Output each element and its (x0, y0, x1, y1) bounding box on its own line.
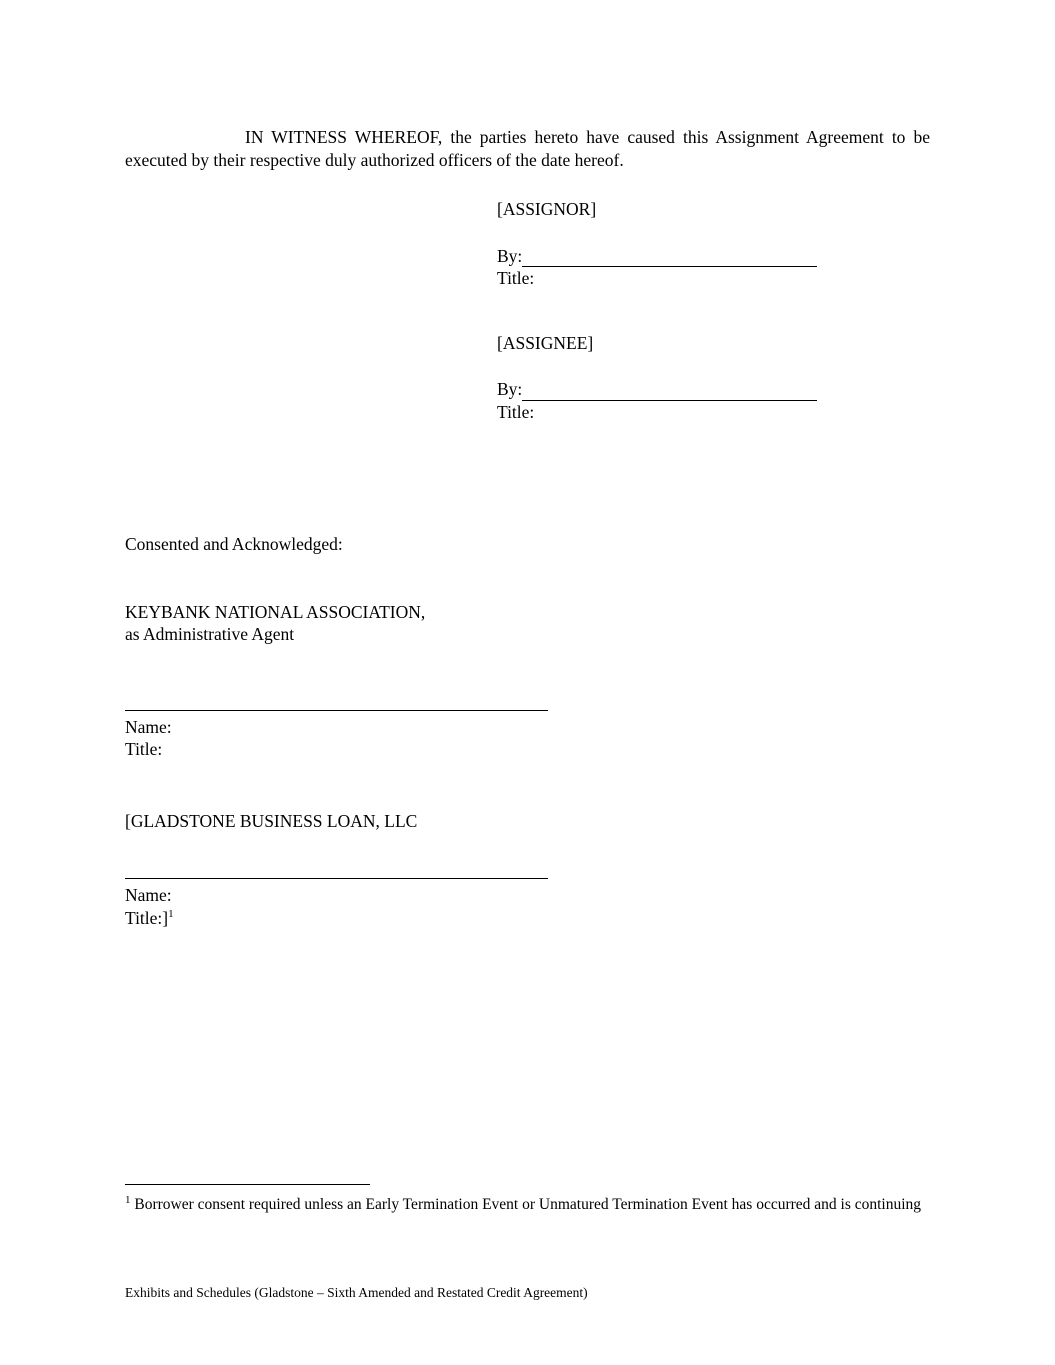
assignee-block (497, 332, 837, 424)
footnote-marker: 1 (125, 1193, 131, 1206)
consent-heading: Consented and Acknowledged: (125, 534, 343, 554)
assignor-by-label: By: (497, 245, 523, 266)
keybank-name: KEYBANK NATIONAL ASSOCIATION, (125, 601, 426, 622)
keybank-title-label: Title: (125, 739, 163, 759)
gladstone-footnote-ref: 1 (168, 907, 174, 920)
assignee-by-label: By: (497, 379, 523, 399)
footnote-text: Borrower consent required unless an Early Termination Event or Unmatured Termination Event has occurred and is continuing (130, 1196, 922, 1213)
gladstone-signature-line (125, 878, 548, 879)
witness-paragraph: IN WITNESS WHEREOF, the parties hereto have caused this Assignment Agreement to be executed by their respective duly authorized officers of the date hereof. (125, 127, 930, 170)
assignee-heading: [ASSIGNEE] (497, 332, 594, 353)
footnote-area (125, 1184, 930, 1216)
keybank-name-label: Name: (125, 716, 172, 737)
assignor-signature-line (522, 248, 817, 267)
gladstone-name-label: Name: (125, 885, 172, 905)
keybank-signature-line (125, 710, 548, 711)
assignee-signature-line (522, 382, 817, 401)
footnote (125, 1193, 930, 1216)
assignee-by-row (497, 378, 837, 401)
gladstone-title-label: Title:] (125, 907, 169, 928)
gladstone-name: [GLADSTONE BUSINESS LOAN, LLC (125, 810, 418, 831)
assignor-by-row (497, 245, 837, 268)
gladstone-title-row (125, 907, 930, 930)
footnote-separator (125, 1184, 370, 1185)
assignor-title-label: Title: (497, 268, 535, 288)
consent-section (125, 533, 930, 929)
assignor-block (497, 198, 837, 290)
page-footer: Exhibits and Schedules (Gladstone – Sixth Amended and Restated Credit Agreement) (125, 1285, 588, 1300)
assignee-title-label: Title: (497, 401, 535, 422)
keybank-role: as Administrative Agent (125, 624, 295, 644)
assignor-heading: [ASSIGNOR] (497, 199, 597, 219)
